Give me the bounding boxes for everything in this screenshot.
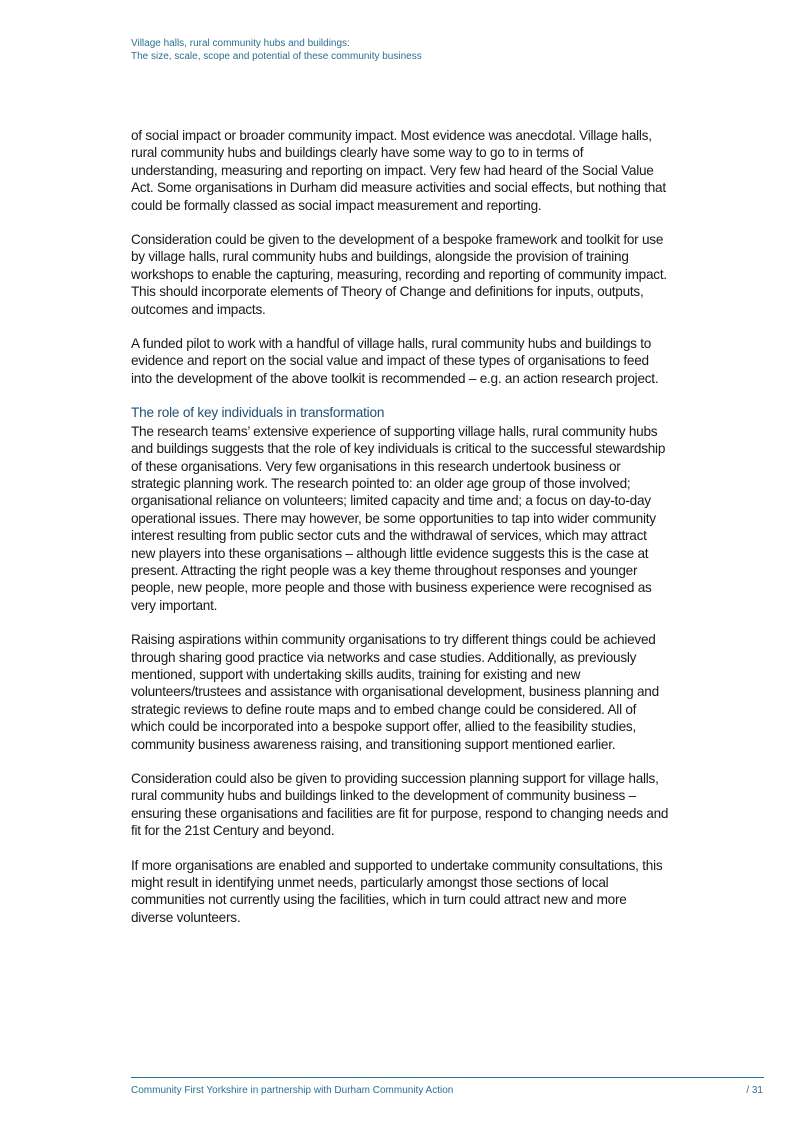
section-heading: The role of key individuals in transformation (131, 405, 385, 421)
running-header (131, 37, 691, 63)
footer-credit: Community First Yorkshire in partnership with Durham Community Action (131, 1085, 454, 1096)
paragraph-raising-aspirations: Raising aspirations within community organisations to try different things could be achieved through sharing good practice via networks and case studies. Additionally, as previously mentioned, support with undertaking skills audits, training for existing and new volunteers/trustees and assistance with organisational development, business planning and strategic reviews to define route maps and to embed change could be considered. All of which could be incorporated into a bespoke support offer, allied to the feasibility studies, community business awareness raising, and transitioning support mentioned earlier. (131, 632, 659, 752)
paragraph-community-consultations: If more organisations are enabled and supported to undertake community consultations, this might result in identifying unmet needs, particularly amongst those sections of local communities not currently using the facilities, which in turn could attract new and more diverse volunteers. (131, 857, 663, 925)
paragraph-key-individuals: The research teams’ extensive experience of supporting village halls, rural community hubs and buildings suggests that the role of key individuals is critical to the successful stewardship of these organisations. Very few organisations in this research undertook business or strategic planning work. The research pointed to: an older age group of those involved; organisational reliance on volunteers; limited capacity and time and; a focus on day-to-day operational issues. There may however, be some opportunities to tap into wider community interest resulting from public sector cuts and the withdrawal of services, which may attract new players into these organisations – although little evidence suggests this is the case at present. Attracting the right people was a key theme throughout responses and younger people, new people, more people and those with business experience were recognised as very important. (131, 423, 666, 613)
running-header-line-1: Village halls, rural community hubs and buildings: (131, 38, 350, 49)
page-number: / 31 (746, 1085, 763, 1096)
paragraph-social-impact: of social impact or broader community impact. Most evidence was anecdotal. Village halls, rural community hubs and buildings clearly have some way to go to in terms of understanding, measuring and reporting on impact. Very few had heard of the Social Value Act. Some organisations in Durham did measure activities and social effects, but nothing that could be formally classed as social impact measurement and reporting. (131, 128, 666, 213)
main-content (131, 127, 671, 943)
paragraph-succession-planning: Consideration could also be given to providing succession planning support for village halls, rural community hubs and buildings linked to the development of community business – ensuring these organisations and facilities are fit for purpose, respond to changing needs and fit for the 21st Century and beyond. (131, 771, 669, 839)
paragraph-funded-pilot: A funded pilot to work with a handful of village halls, rural community hubs and buildings to evidence and report on the social value and impact of these types of organisations to feed into the development of the above toolkit is recommended – e.g. an action research project. (131, 336, 659, 386)
footer-divider (131, 1077, 764, 1078)
running-header-line-2: The size, scale, scope and potential of these community business (131, 51, 422, 62)
paragraph-framework-toolkit: Consideration could be given to the development of a bespoke framework and toolkit for use by village halls, rural community hubs and buildings, alongside the provision of training workshops to enable the capturing, measuring, recording and reporting of community impact. This should incorporate elements of Theory of Change and definitions for inputs, outputs, outcomes and impacts. (131, 232, 667, 317)
